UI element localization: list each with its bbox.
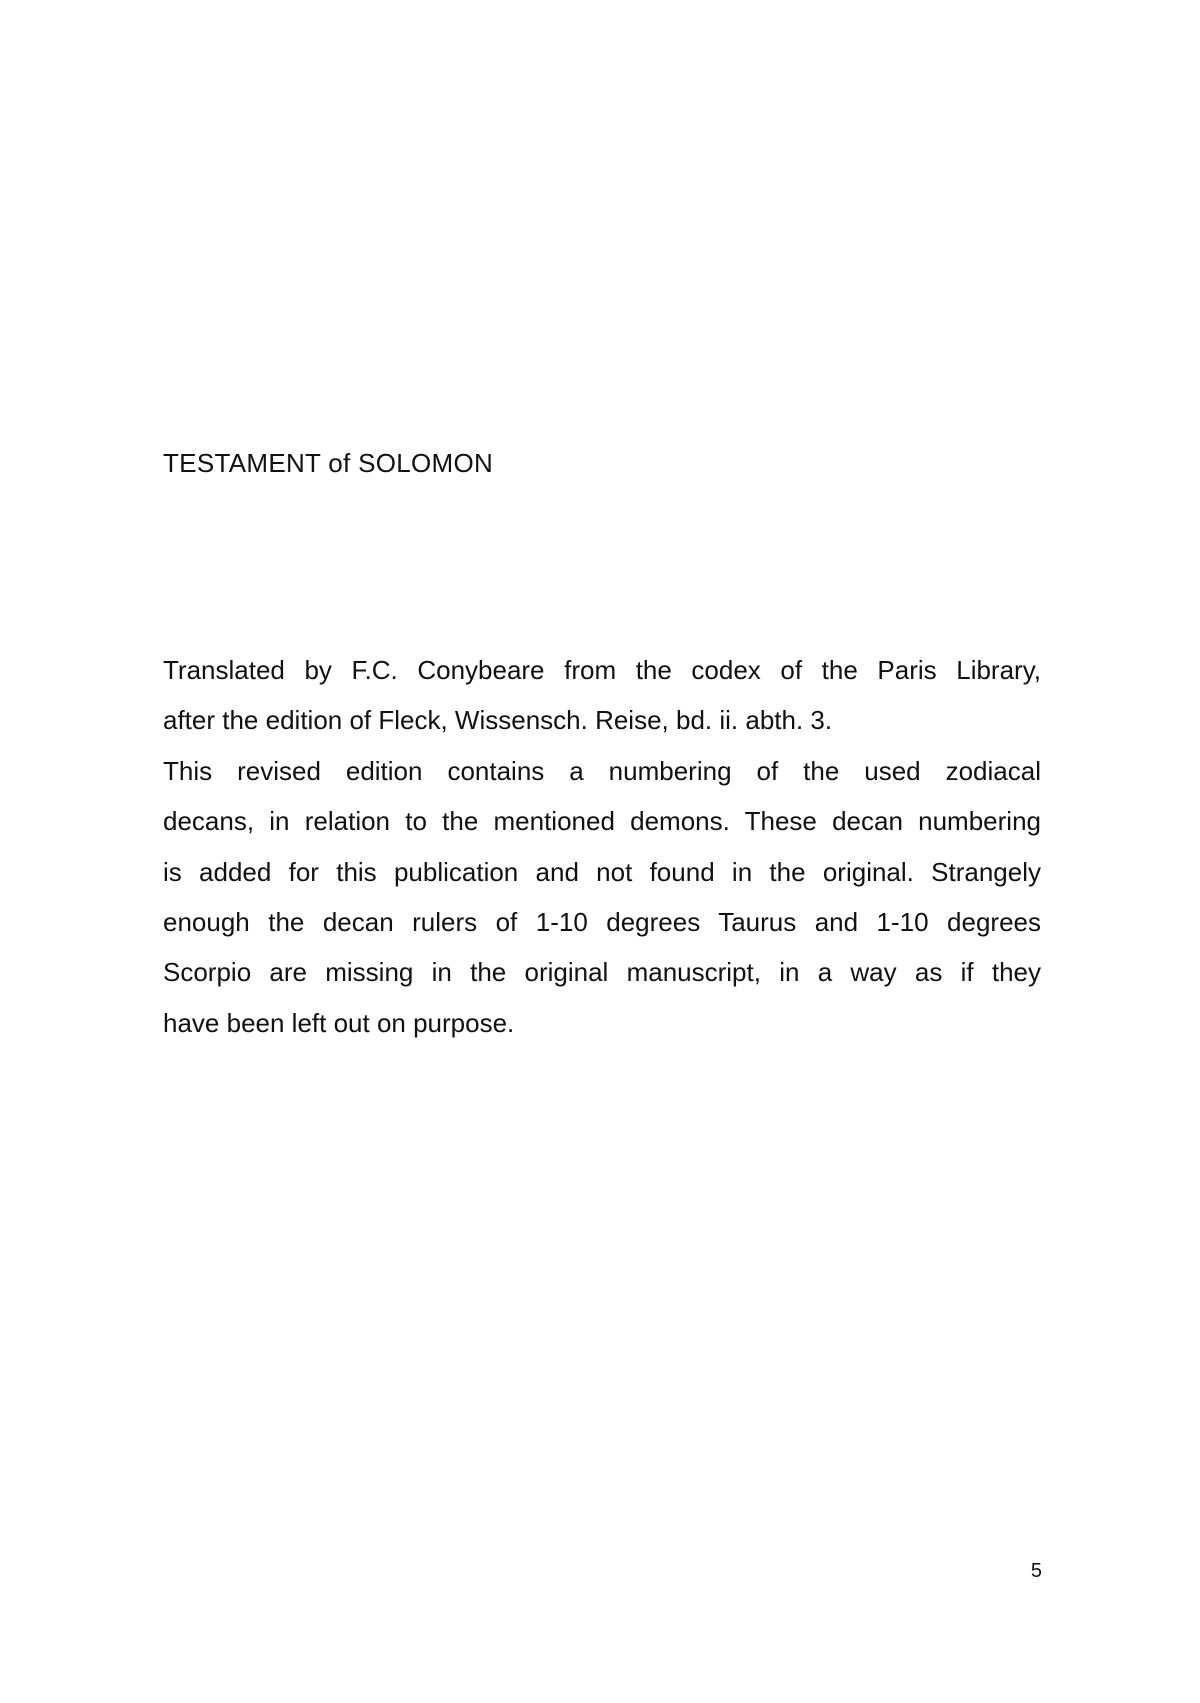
body-line: Translated by F.C. Conybeare from the codex of the Paris Library, [163,655,1041,685]
document-title: TESTAMENT of SOLOMON [163,448,494,478]
body-line: This revised edition contains a numbering of the used zodiacal [163,755,1041,786]
body-line: enough the decan rulers of 1-10 degrees Taurus and 1-10 degrees [163,906,1041,937]
body-line: Scorpio are missing in the original manuscript, in a way as if they [163,957,1041,988]
body-line: after the edition of Fleck, Wissensch. Reise, bd. ii. abth. 3. [163,705,833,736]
page-number: 5 [1030,1560,1042,1582]
body-line: have been left out on purpose. [163,1007,515,1038]
body-paragraph [163,645,1041,1048]
body-line: is added for this publication and not found in the original. Strangely [163,856,1041,887]
body-line: decans, in relation to the mentioned demons. These decan numbering [163,806,1041,837]
